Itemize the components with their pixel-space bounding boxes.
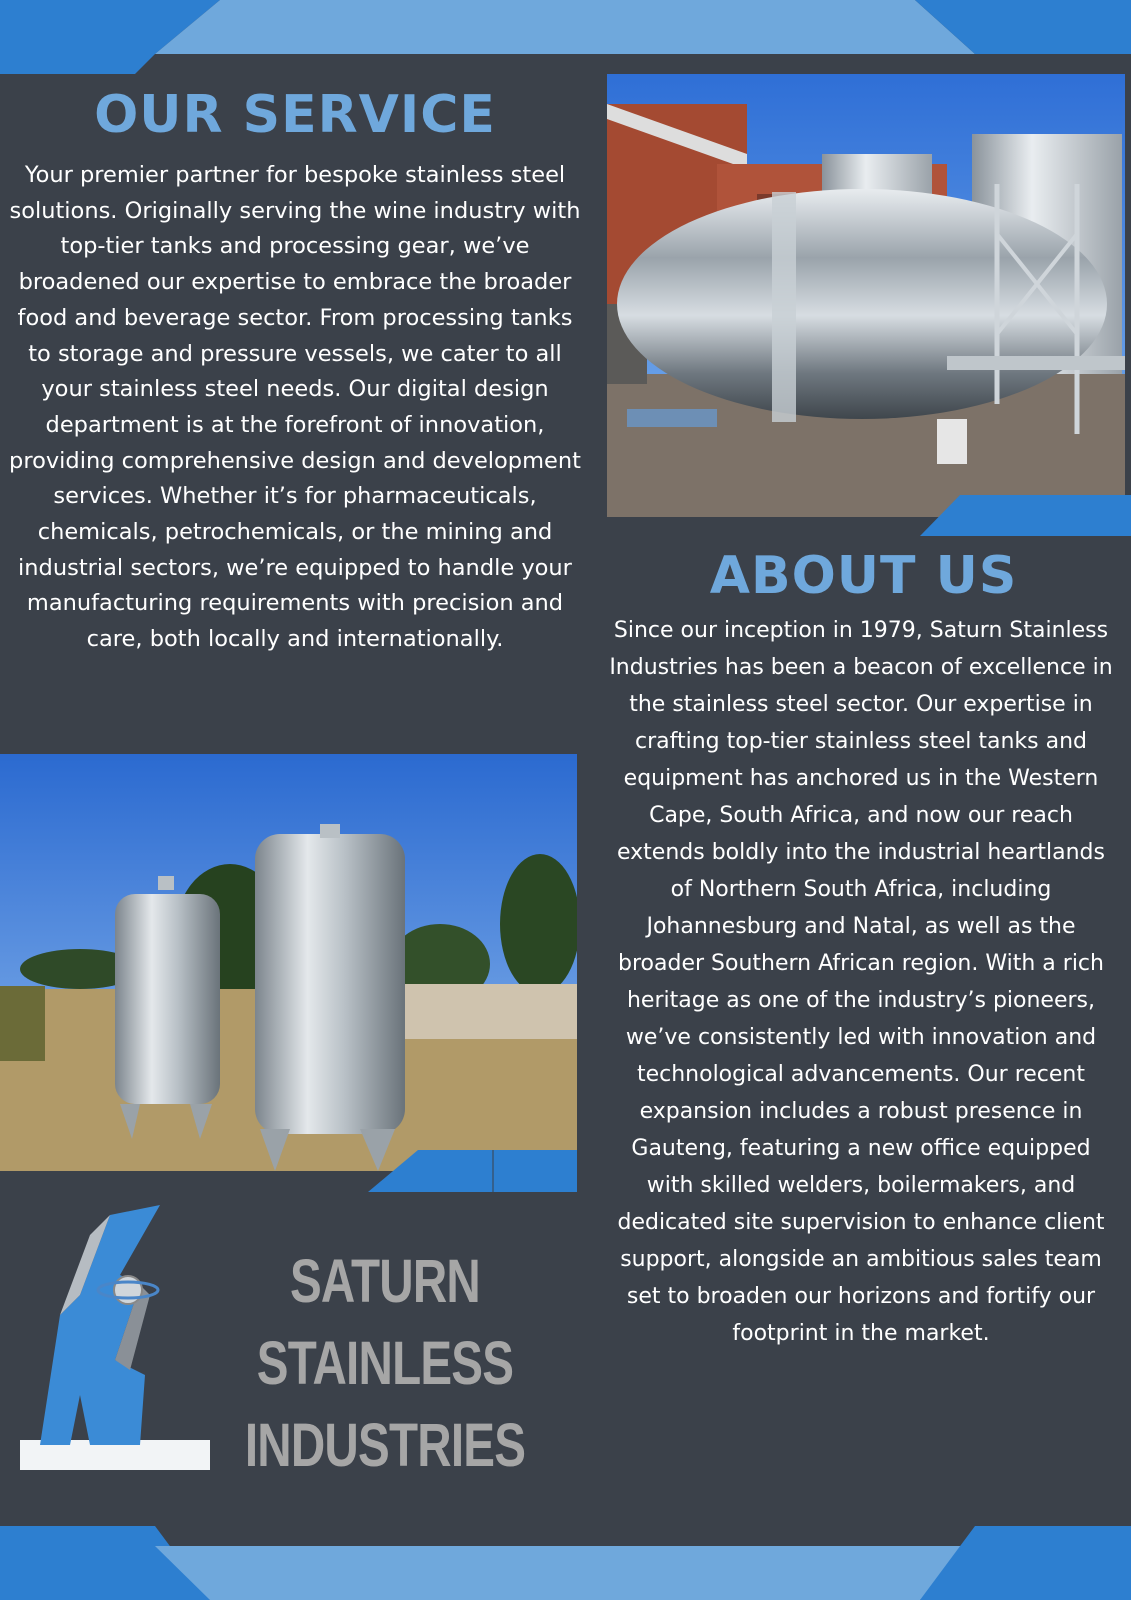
photo-corner-accent bbox=[920, 495, 1131, 536]
photo-corner-accent-bottom bbox=[368, 1150, 577, 1192]
logo-line-2: INDUSTRIES bbox=[244, 1411, 526, 1479]
our-service-text: Your premier partner for bespoke stainless steel solutions. Originally serving the wine industry with top-tier tanks and processing gear, we’ve broadened our expertise to embrace the broader food and beverage sector. From processing tanks to storage and pressure vessels, we cater to all your stainless steel needs. Our digital design department is at the forefront of innovation, providing comprehensive design and development services. Whether it’s for pharmaceuticals, chemicals, petrochemicals, or the mining and industrial sectors, we’re equipped to handle your manufacturing requirements with precision and care, both locally and internationally. bbox=[9, 162, 581, 653]
horizontal-tank-photo bbox=[607, 74, 1125, 517]
bottom-decorative-band bbox=[0, 1526, 1131, 1600]
saturn-logo-icon bbox=[20, 1195, 220, 1475]
our-service-heading: OUR SERVICE bbox=[94, 85, 496, 145]
about-us-heading: ABOUT US bbox=[709, 546, 1018, 606]
about-us-text: Since our inception in 1979, Saturn Stainless Industries has been a beacon of excellence in the stainless steel sector. Our expertise in crafting top-tier stainless steel tanks and equipment has anchored us in the Western Cape, South Africa, and now our reach extends boldly into the industrial heartlands of Northern South Africa, including Johannesburg and Natal, as well as the broader Southern African region. With a rich heritage as one of the industry’s pioneers, we’ve consistently led with innovation and technological advancements. Our recent expansion includes a robust presence in Gauteng, featuring a new office equipped with skilled welders, boilermakers, and dedicated site supervision to enhance client support, alongside an ambitious sales team set to broaden our horizons and fortify our footprint in the market. bbox=[609, 618, 1113, 1346]
logo-line-1: SATURN STAINLESS bbox=[256, 1247, 514, 1397]
vertical-tanks-photo bbox=[0, 754, 577, 1171]
company-logo-text bbox=[217, 1240, 552, 1486]
top-decorative-band bbox=[0, 0, 1131, 74]
